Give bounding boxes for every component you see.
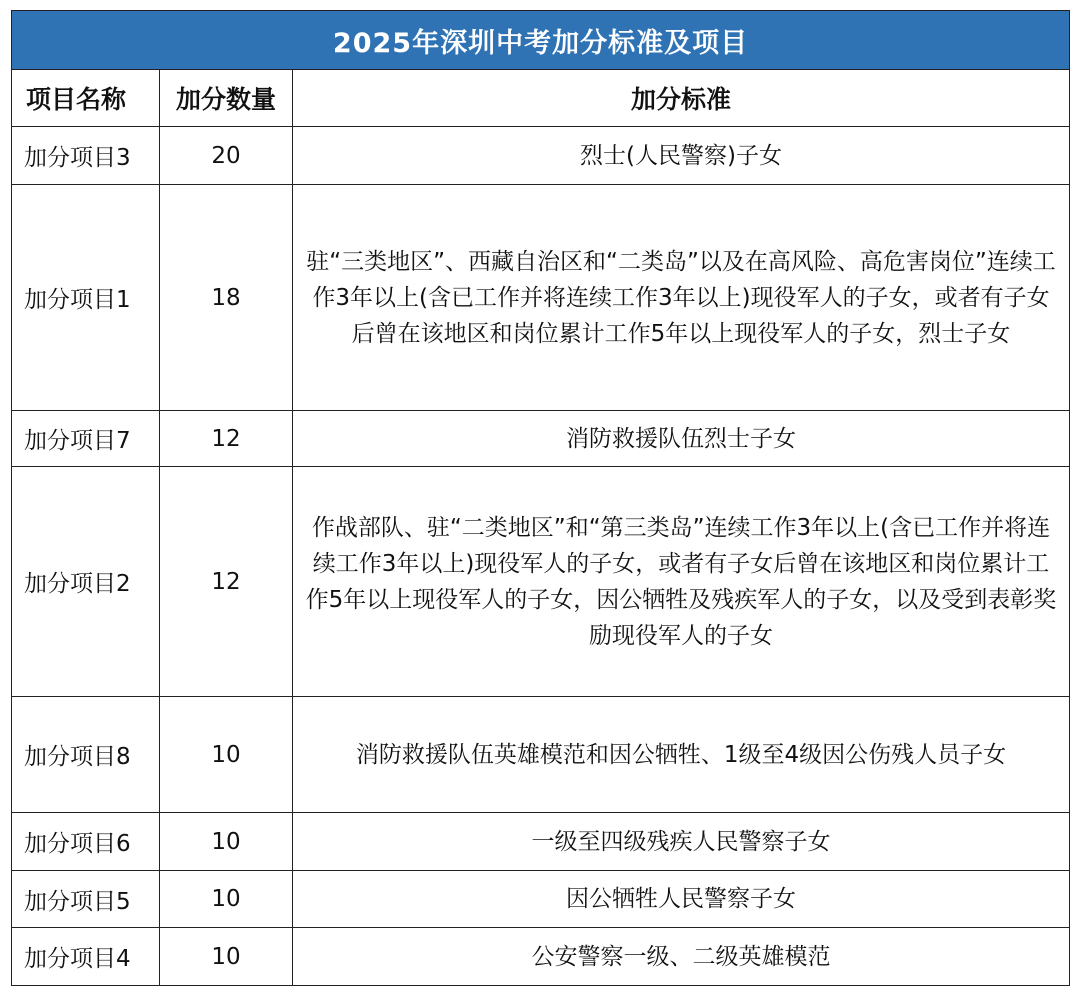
row-name: 加分项目6 [12,813,160,871]
row-standard: 消防救援队伍烈士子女 [293,411,1070,467]
table-row [12,185,1070,411]
row-standard: 公安警察一级、二级英雄模范 [293,928,1070,986]
row-name: 加分项目1 [12,185,160,411]
row-points: 10 [160,871,293,928]
header-points: 加分数量 [160,70,293,127]
row-points: 20 [160,127,293,185]
row-name: 加分项目5 [12,871,160,928]
row-standard: 烈士(人民警察)子女 [293,127,1070,185]
header-standard: 加分标准 [293,70,1070,127]
header-row [12,70,1070,127]
table-row [12,411,1070,467]
row-standard: 因公牺牲人民警察子女 [293,871,1070,928]
table-title: 2025年深圳中考加分标准及项目 [12,11,1070,70]
row-name: 加分项目2 [12,467,160,697]
table-row [12,813,1070,871]
row-name: 加分项目4 [12,928,160,986]
row-points: 10 [160,813,293,871]
table-row [12,467,1070,697]
row-standard: 一级至四级残疾人民警察子女 [293,813,1070,871]
row-points: 18 [160,185,293,411]
table-row [12,928,1070,986]
row-points: 12 [160,411,293,467]
row-name: 加分项目8 [12,697,160,813]
table-row [12,127,1070,185]
row-points: 10 [160,928,293,986]
table-row [12,871,1070,928]
bonus-table-container [11,10,1069,986]
row-standard: 作战部队、驻“二类地区”和“第三类岛”连续工作3年以上(含已工作并将连续工作3年以上)现役军人的子女，或者有子女后曾在该地区和岗位累计工作5年以上现役军人的子女，因公牺牲及残疾军人的子女，以及受到表彰奖励现役军人的子女 [293,467,1070,697]
row-name: 加分项目3 [12,127,160,185]
row-standard: 驻“三类地区”、西藏自治区和“二类岛”以及在高风险、高危害岗位”连续工作3年以上(含已工作并将连续工作3年以上)现役军人的子女，或者有子女后曾在该地区和岗位累计工作5年以上现役军人的子女，烈士子女 [293,185,1070,411]
row-name: 加分项目7 [12,411,160,467]
row-points: 12 [160,467,293,697]
row-standard: 消防救援队伍英雄模范和因公牺牲、1级至4级因公伤残人员子女 [293,697,1070,813]
table-row [12,697,1070,813]
bonus-table [11,10,1070,986]
header-name: 项目名称 [12,70,160,127]
row-points: 10 [160,697,293,813]
